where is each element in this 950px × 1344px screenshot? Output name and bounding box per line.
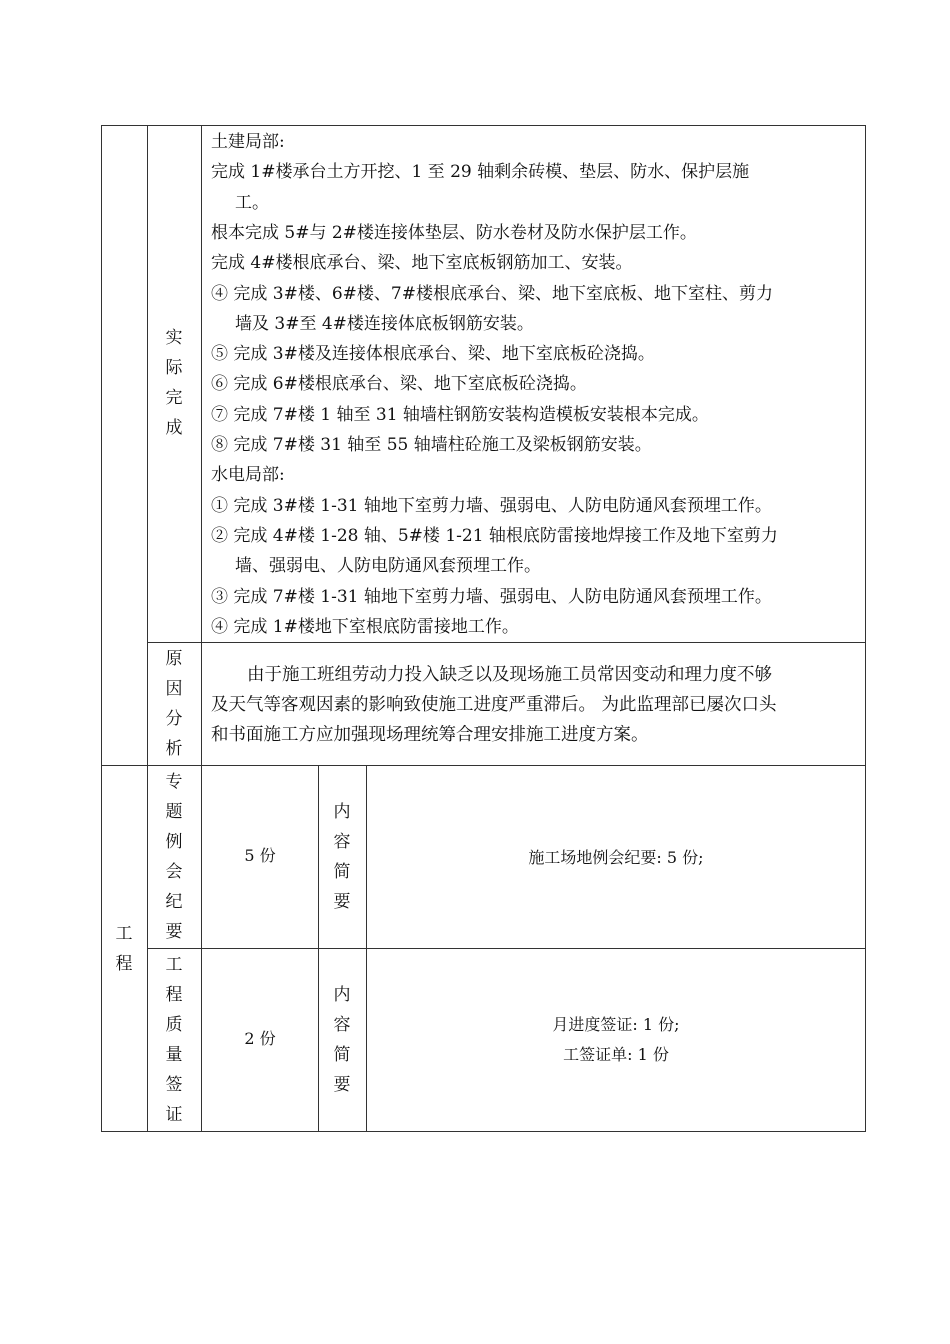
- engineering-label: [109, 919, 139, 979]
- summary-line: 月进度签证: 1 份;: [552, 1015, 680, 1034]
- actual-completion-line: ④ 完成 3#楼、6#楼、7#楼根底承台、梁、地下室底板、地下室柱、剪力: [211, 283, 773, 304]
- actual-completion-line: ⑦ 完成 7#楼 1 轴至 31 轴墙柱钢筋安装构造模板安装根本完成。: [211, 404, 709, 425]
- meeting-minutes-content-label: [327, 797, 357, 917]
- row-type-label-char: 工: [165, 955, 183, 975]
- actual-completion-line: ⑤ 完成 3#楼及连接体根底承台、梁、地下室底板砼浇捣。: [211, 344, 655, 365]
- row-type-label-char: 纪: [165, 892, 183, 912]
- reason-analysis-label-char: 析: [165, 739, 183, 759]
- meeting-minutes-type-label: [159, 767, 189, 947]
- actual-completion-line: 土建局部:: [211, 132, 285, 152]
- reason-analysis-label-char: 分: [165, 709, 183, 729]
- actual-completion-line: ④ 完成 1#楼地下室根底防雷接地工作。: [211, 616, 519, 637]
- row-type-label-char: 量: [165, 1045, 183, 1065]
- quality-visa-type-label: [159, 950, 189, 1130]
- row-type-label-char: 签: [165, 1075, 183, 1095]
- table-col-divider-1: [147, 125, 148, 1132]
- actual-completion-label-char: 际: [165, 358, 183, 378]
- row-content-label-char: 内: [333, 802, 351, 822]
- quality-visa-content-label: [327, 980, 357, 1100]
- meeting-minutes-summary: [367, 843, 865, 873]
- actual-completion-line: 根本完成 5#与 2#楼连接体垫层、防水卷材及防水保护层工作。: [211, 222, 697, 243]
- table-row-divider-reason: [147, 642, 866, 643]
- row-type-label-char: 题: [165, 802, 183, 822]
- reason-analysis-line: 由于施工班组劳动力投入缺乏以及现场施工员常因变动和理力度不够: [247, 665, 772, 685]
- summary-line: 工签证单: 1 份: [563, 1045, 669, 1064]
- actual-completion-label-char: 实: [165, 328, 183, 348]
- table-row-divider-quality: [147, 948, 866, 949]
- reason-analysis-line: 和书面施工方应加强现场理统筹合理安排施工进度方案。: [211, 725, 649, 745]
- table-border-right: [865, 125, 866, 1132]
- actual-completion-line: 墙及 3#至 4#楼连接体底板钢筋安装。: [235, 313, 534, 334]
- actual-completion-line: 墙、强弱电、人防电防通风套预埋工作。: [235, 556, 541, 577]
- row-content-label-char: 要: [333, 1075, 351, 1095]
- quality-visa-summary: [367, 1010, 865, 1070]
- actual-completion-line: 水电局部:: [211, 465, 285, 486]
- actual-completion-line: 完成 4#楼根底承台、梁、地下室底板钢筋加工、安装。: [211, 253, 633, 274]
- row-content-label-char: 要: [333, 892, 351, 912]
- actual-completion-line: ③ 完成 7#楼 1-31 轴地下室剪力墙、强弱电、人防电防通风套预埋工作。: [211, 586, 772, 607]
- table-border-top: [101, 125, 866, 126]
- table-row-divider-engineering: [101, 765, 866, 766]
- row-content-label-char: 简: [333, 1045, 351, 1065]
- table-border-bottom: [101, 1131, 866, 1132]
- row-content-label-char: 容: [333, 832, 351, 852]
- row-content-label-char: 容: [333, 1015, 351, 1035]
- row-content-label-char: 简: [333, 862, 351, 882]
- quality-visa-count: 2 份: [244, 1029, 276, 1048]
- row-type-label-char: 例: [165, 832, 183, 852]
- engineering-label-char: 程: [115, 954, 133, 974]
- row-content-label-char: 内: [333, 985, 351, 1005]
- row-type-label-char: 专: [165, 772, 183, 792]
- actual-completion-line: 完成 1#楼承台土方开挖、1 至 29 轴剩余砖模、垫层、防水、保护层施: [211, 162, 750, 183]
- row-type-label-char: 会: [165, 862, 183, 882]
- reason-analysis-label-char: 原: [165, 649, 183, 669]
- actual-completion-line: ⑧ 完成 7#楼 31 轴至 55 轴墙柱砼施工及梁板钢筋安装。: [211, 435, 652, 455]
- actual-completion-label-char: 成: [165, 418, 183, 438]
- table-col-divider-4: [366, 765, 367, 1132]
- row-type-label-char: 程: [165, 985, 183, 1005]
- row-type-label-char: 质: [165, 1015, 183, 1035]
- actual-completion-label: [159, 323, 189, 443]
- summary-line: 施工场地例会纪要: 5 份;: [528, 848, 704, 867]
- reason-analysis-line: 及天气等客观因素的影响致使施工进度严重滞后。 为此监理部已屡次口头: [211, 695, 777, 715]
- actual-completion-line: ② 完成 4#楼 1-28 轴、5#楼 1-21 轴根底防雷接地焊接工作及地下室剪力: [211, 525, 778, 546]
- row-type-label-char: 要: [165, 922, 183, 942]
- actual-completion-line: ⑥ 完成 6#楼根底承台、梁、地下室底板砼浇捣。: [211, 374, 587, 395]
- table-col-divider-2: [201, 125, 202, 1132]
- reason-analysis-label-char: 因: [165, 679, 183, 699]
- actual-completion-line: 工。: [235, 192, 269, 213]
- actual-completion-line: ① 完成 3#楼 1-31 轴地下室剪力墙、强弱电、人防电防通风套预埋工作。: [211, 495, 772, 516]
- table-col-divider-3: [318, 765, 319, 1132]
- engineering-label-char: 工: [115, 924, 133, 944]
- reason-analysis-label: [159, 644, 189, 764]
- actual-completion-label-char: 完: [165, 388, 183, 408]
- table-border-left: [101, 125, 102, 1132]
- row-type-label-char: 证: [165, 1105, 183, 1125]
- meeting-minutes-count: 5 份: [244, 846, 276, 865]
